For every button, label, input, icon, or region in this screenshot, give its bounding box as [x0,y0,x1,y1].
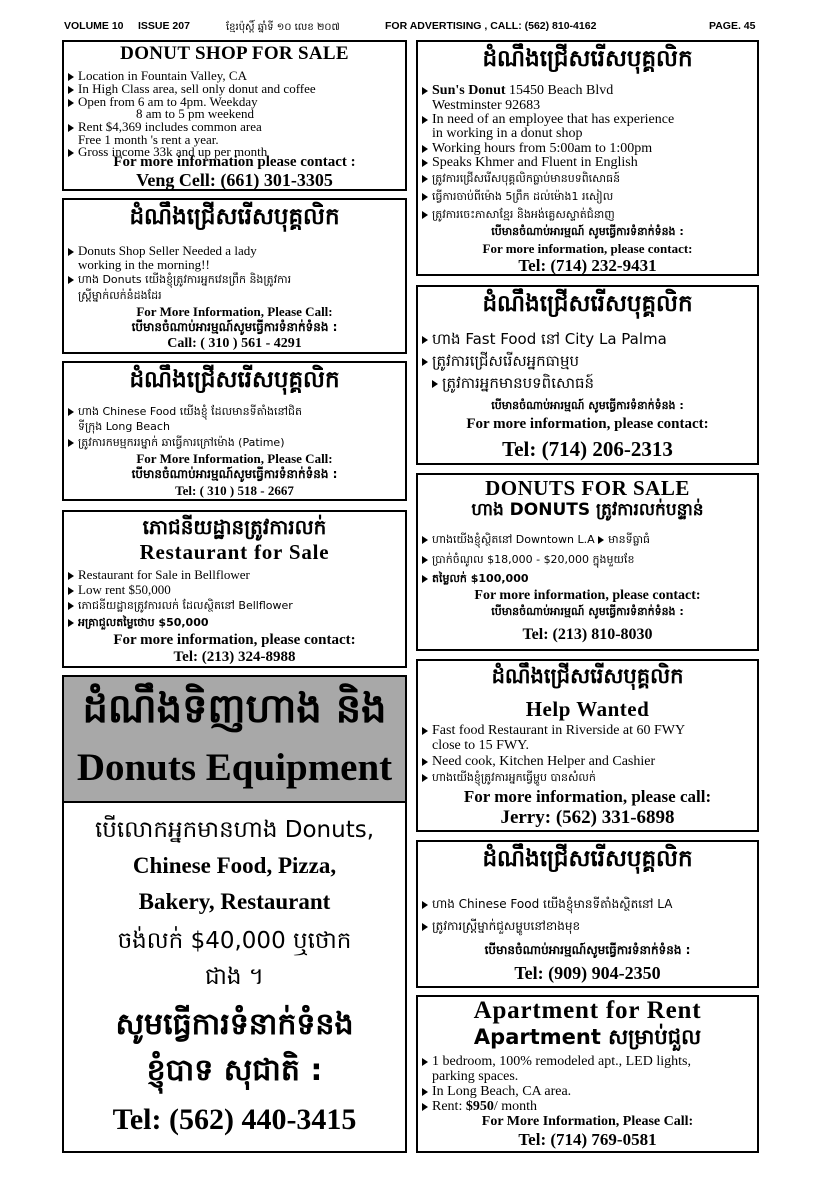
page-header [64,20,759,34]
arrow-bullet-icon [422,159,428,167]
list-item: Fast food Restaurant in Riverside at 60 FWY [422,724,685,738]
arrow-bullet-icon [598,536,604,544]
ad-donut-shop-for-sale [62,40,407,191]
arrow-bullet-icon [422,536,428,544]
list-item: Working hours from 5:00am to 1:00pm [422,142,652,156]
phone-number: Call: ( 310 ) 561 - 4291 [167,336,302,351]
arrow-bullet-icon [422,901,428,909]
list-item: តម្លៃលក់ $100,000 [422,572,529,585]
arrow-bullet-icon [422,923,428,931]
ad-title: Donuts Equipment [76,746,393,789]
list-item: working in the morning!! [78,257,210,272]
ad-donuts-for-sale [416,473,759,651]
list-item: Rent: $950/ month [422,1100,537,1114]
arrow-bullet-icon [422,1058,428,1066]
contact-line: For More Information, Please Call: [136,304,333,319]
list-item: Sun's Donut 15450 Beach Blvd [422,84,613,98]
ad-hiring-fast-food-la-palma [416,285,759,465]
list-item: In Long Beach, CA area. [422,1085,571,1099]
body-line: Chinese Food, Pizza, [132,853,337,878]
list-item: 8 am to 5 pm weekend [136,106,255,121]
list-item: Low rent $50,000 [68,583,171,596]
list-item: Westminster 92683 [432,98,541,113]
arrow-bullet-icon [422,774,428,782]
ad-title-khmer: ហាង DONUTS ត្រូវការលក់បន្ទាន់ [471,500,704,520]
list-item: ហាងយើងខ្ញុំស្ថិតនៅ Downtown L.A មានទីធ្លាធំ [422,533,650,546]
arrow-bullet-icon [68,124,74,132]
ad-title-khmer: ដំណឹងទិញហាង និង [82,686,387,732]
phone-number: Tel: (213) 324-8988 [173,649,296,665]
arrow-bullet-icon [68,99,74,107]
list-item: ហាង Fast Food នៅ City La Palma [422,332,667,347]
contact-line: For more information, please contact: [466,416,709,432]
list-item: Location in Fountain Valley, CA [68,69,247,82]
list-item: Restaurant for Sale in Bellflower [68,568,250,581]
ad-title-khmer: Apartment សម្រាប់ជួល [473,1025,702,1049]
phone-number: Tel: (714) 232-9431 [518,256,657,275]
phone-number: Tel: (909) 904-2350 [514,963,661,983]
arrow-bullet-icon [68,572,74,580]
list-item: ប្រាក់ចំណូល $18,000 - $20,000 ក្នុងមួយខែ [422,553,634,566]
list-item: ហាង Chinese Food យើងខ្ញុំ ដែលមានទីតាំងនៅជិត [68,405,302,418]
ad-title-khmer: ភោជនីយដ្ឋានត្រូវការលក់ [142,515,327,539]
arrow-bullet-icon [432,380,438,388]
list-item: In High Class area, sell only donut and coffee [68,82,316,95]
contact-line-khmer: បើមានចំណាប់អារម្មណ៍សូមធ្វើការទំនាក់ទំនង : [131,320,338,334]
page-number: PAGE. 45 [709,20,756,32]
phone-number: Tel: ( 310 ) 518 - 2667 [175,483,294,498]
phone-number: Tel: (213) 810-8030 [522,626,653,643]
ad-title: ដំណឹងជ្រើសរើសបុគ្គលិក [482,291,693,317]
ad-hiring-chinese-food [62,361,407,501]
ad-title: DONUT SHOP FOR SALE [120,43,349,64]
list-item: In need of an employee that has experience [422,113,674,127]
arrow-bullet-icon [422,727,428,735]
list-item: Gross income 33k and up per month [68,145,267,158]
ad-hiring-suns-donut [416,40,759,276]
ad-title: ដំណឹងជ្រើសរើសបុគ្គលិក [129,367,340,393]
arrow-bullet-icon [68,587,74,595]
ad-title: ដំណឹងជ្រើសរើសបុគ្គលិក [482,846,693,872]
ad-title: Help Wanted [525,697,650,721]
ad-title: ដំណឹងជ្រើសរើសបុគ្គលិក [482,46,693,72]
list-item: 1 bedroom, 100% remodeled apt., LED lights, [422,1055,691,1069]
arrow-bullet-icon [68,248,74,256]
ad-apartment-for-rent [416,995,759,1153]
list-item: ត្រូវការចេះភាសាខ្មែរ និងអង់គ្លេសស្ទាត់ជំនាញ [422,208,615,221]
arrow-bullet-icon [68,73,74,81]
list-item: Donuts Shop Seller Needed a lady [68,244,257,257]
list-item: close to 15 FWY. [432,738,529,753]
ad-title: DONUTS FOR SALE [485,476,690,500]
arrow-bullet-icon [68,439,74,447]
arrow-bullet-icon [68,276,74,284]
list-item: ធ្វើការចាប់ពីម៉ោង 5ព្រឹក ដល់ម៉ោង1 រសៀល [422,190,613,203]
ad-hiring-donut-seller [62,198,407,354]
arrow-bullet-icon [422,575,428,583]
contact-line: For More Information, Please Call: [136,451,333,466]
list-item: parking spaces. [432,1069,519,1084]
ad-donuts-equipment [62,675,407,1153]
body-line: បើលោកអ្នកមានហាង Donuts, [94,817,375,843]
body-line: ចង់លក់ $40,000 ឬថោក [117,928,352,954]
contact-line: For more information please contact : [113,154,356,170]
arrow-bullet-icon [422,1103,428,1111]
contact-line-khmer: បើមានចំណាប់អារម្មណ៍ សូមធ្វើការទំនាក់ទំនង : [491,399,684,412]
list-item: អគ្រាជួលតម្លៃថោប $50,000 [68,616,209,629]
body-line: Bakery, Restaurant [138,889,331,914]
ad-help-wanted-riverside [416,659,759,832]
ad-title: Apartment for Rent [473,997,702,1024]
contact-line: For more information, please call: [463,787,712,806]
advertising-label: FOR ADVERTISING , CALL: (562) 810-4162 [385,20,597,32]
arrow-bullet-icon [422,193,428,201]
contact-line: For more information, please contact: [482,241,693,256]
arrow-bullet-icon [68,408,74,416]
phone-number: Tel: (714) 206-2313 [502,437,673,461]
ad-restaurant-for-sale [62,510,407,668]
ad-title: Restaurant for Sale [139,540,330,564]
contact-line-khmer: បើមានចំណាប់អារម្មណ៍ សូមធ្វើការទំនាក់ទំនង : [491,225,684,238]
phone-number: Veng Cell: (661) 301-3305 [136,170,333,190]
arrow-bullet-icon [422,758,428,766]
arrow-bullet-icon [422,358,428,366]
arrow-bullet-icon [422,211,428,219]
phone-number: Jerry: (562) 331-6898 [500,807,675,828]
list-item: Need cook, Kitchen Helper and Cashier [422,755,655,769]
list-item: ត្រូវការអ្នកមានបទពិសោធន៍ [432,376,594,391]
list-item: ទីក្រុង Long Beach [78,420,170,433]
list-item: Rent $4,369 includes common area [68,120,262,133]
contact-line-khmer: បើមានចំណាប់អារម្មណ៍សូមធ្វើការទំនាក់ទំនង : [131,467,338,481]
phone-number: Tel: (714) 769-0581 [518,1130,657,1149]
list-item: ត្រូវការស្ត្រីម្នាក់ជួសម្ហូបនៅខាងមុខ [422,920,580,933]
arrow-bullet-icon [422,336,428,344]
ad-hiring-chinese-food-la [416,840,759,988]
list-item: ត្រូវការជ្រើសរើសអ្នកធាម្មប [422,354,579,369]
list-item: ស្ត្រីម្នាក់លក់នំដងដែរ [78,289,162,302]
contact-line-khmer: បើមានចំណាប់អារម្មណ៍ សូមធ្វើការទំនាក់ទំនង : [491,605,684,618]
contact-line: For more information, please contact: [113,632,356,648]
list-item: Speaks Khmer and Fluent in English [422,156,638,170]
arrow-bullet-icon [422,175,428,183]
list-item: ត្រូវការជ្រើសរើសបុគ្គលិកធ្លាប់មានបទពិសោធន៍ [422,172,620,185]
arrow-bullet-icon [422,116,428,124]
list-item: ហាងយើងខ្ញុំត្រូវការអ្នកធ្វើម្ហូប បានសំលក់ [422,771,596,784]
volume-label: VOLUME 10 [64,20,124,32]
list-item: ហាង Chinese Food យើងខ្ញុំមានទីតាំងស្ថិតនៅ LA [422,898,672,911]
arrow-bullet-icon [422,1088,428,1096]
arrow-bullet-icon [68,619,74,627]
list-item: ត្រូវការកមម្មកររម្នាក់ ឆាធ្វើការក្រៅម៉ោង (Patime) [68,436,285,449]
list-item: Free 1 month 's rent a year. [78,132,219,147]
arrow-bullet-icon [422,145,428,153]
list-item: Open from 6 am to 4pm. Weekday [68,95,258,108]
list-item: in working in a donut shop [432,126,583,141]
list-item: ហាង Donuts យើងខ្ញុំត្រូវការអ្នកវេនព្រឹក និងត្រូវការ [68,273,291,286]
arrow-bullet-icon [68,86,74,94]
contact-line-khmer: សូមធ្វើការទំនាក់ទំនង [115,1007,354,1042]
ad-title-khmer: ដំណឹងជ្រើសរើសបុគ្គលិក [491,664,684,688]
phone-number: Tel: (562) 440-3415 [112,1103,357,1136]
ad-title: ដំណឹងជ្រើសរើសបុគ្គលិក [129,204,340,230]
body-line: ជាង ។ [205,964,264,990]
issue-label: ISSUE 207 [138,20,190,32]
arrow-bullet-icon [422,87,428,95]
khmer-issue-label: ខ្មែរប៉ុស្ដិ៍ ឆ្នាំទី ១០ លេខ ២០៧ [226,22,340,33]
contact-line: For more information, please contact: [474,588,701,603]
contact-line-khmer: បើមានចំណាប់អារម្មណ៍សូមធ្វើការទំនាក់ទំនង : [484,943,691,957]
contact-line: For More Information, Please Call: [481,1114,694,1129]
arrow-bullet-icon [68,602,74,610]
list-item: ភោជនីយដ្ឋានត្រូវការលក់ ដែលស្ថិតនៅ Bellflower [68,599,293,612]
arrow-bullet-icon [422,556,428,564]
contact-name: ខ្ញុំបាទ សុជាតិ : [146,1053,323,1088]
